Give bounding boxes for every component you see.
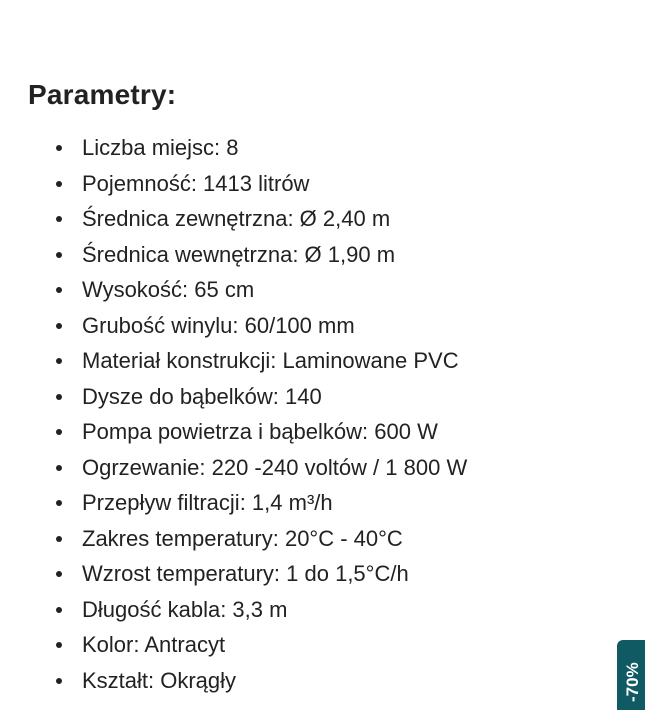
bullet-icon: [56, 216, 62, 222]
list-item: [0, 130, 467, 166]
bullet-icon: [56, 500, 62, 506]
parameter-text: Średnica wewnętrzna: Ø 1,90 m: [82, 241, 396, 267]
list-item: [0, 308, 467, 344]
parameter-text: Grubość winylu: 60/100 mm: [82, 312, 355, 338]
list-item: [0, 272, 467, 308]
list-item: [0, 237, 467, 273]
bullet-icon: [56, 287, 62, 293]
parameter-text: Ogrzewanie: 220 -240 voltów / 1 800 W: [82, 454, 468, 480]
list-item: [0, 201, 467, 237]
bullet-icon: [56, 323, 62, 329]
bullet-icon: [56, 678, 62, 684]
bullet-icon: [56, 358, 62, 364]
parameter-text: Przepływ filtracji: 1,4 m³/h: [82, 490, 333, 515]
parameter-text: Kolor: Antracyt: [82, 632, 226, 657]
parameter-text: Dysze do bąbelków: 140: [82, 383, 322, 409]
list-item: [0, 343, 467, 379]
list-item: [0, 166, 467, 202]
bullet-icon: [56, 642, 62, 648]
list-item: [0, 379, 467, 415]
parameter-text: Kształt: Okrągły: [82, 667, 237, 693]
parameter-text: Zakres temperatury: 20°C - 40°C: [82, 525, 403, 551]
list-item: [0, 556, 467, 592]
parameter-text: Wysokość: 65 cm: [82, 277, 255, 302]
parameters-list: [0, 130, 467, 698]
bullet-icon: [56, 252, 62, 258]
list-item: [0, 521, 467, 557]
bullet-icon: [56, 394, 62, 400]
list-item: [0, 592, 467, 628]
list-item: [0, 485, 467, 521]
parameter-text: Wzrost temperatury: 1 do 1,5°C/h: [82, 561, 409, 586]
bullet-icon: [56, 181, 62, 187]
bullet-icon: [56, 429, 62, 435]
parameter-text: Średnica zewnętrzna: Ø 2,40 m: [82, 206, 391, 231]
parameter-text: Pompa powietrza i bąbelków: 600 W: [82, 419, 438, 444]
list-item: [0, 663, 467, 699]
parameter-text: Liczba miejsc: 8: [82, 135, 239, 160]
list-item: [0, 627, 467, 663]
discount-badge[interactable]: [617, 640, 645, 710]
list-item: [0, 450, 467, 486]
bullet-icon: [56, 465, 62, 471]
parameter-text: Długość kabla: 3,3 m: [82, 596, 288, 622]
discount-badge-label: -70%: [623, 662, 642, 702]
parameter-text: Pojemność: 1413 litrów: [82, 170, 310, 196]
bullet-icon: [56, 145, 62, 151]
bullet-icon: [56, 536, 62, 542]
list-item: [0, 414, 467, 450]
bullet-icon: [56, 607, 62, 613]
bullet-icon: [56, 571, 62, 577]
section-title: Parametry:: [28, 79, 177, 110]
parameter-text: Materiał konstrukcji: Laminowane PVC: [82, 348, 459, 373]
